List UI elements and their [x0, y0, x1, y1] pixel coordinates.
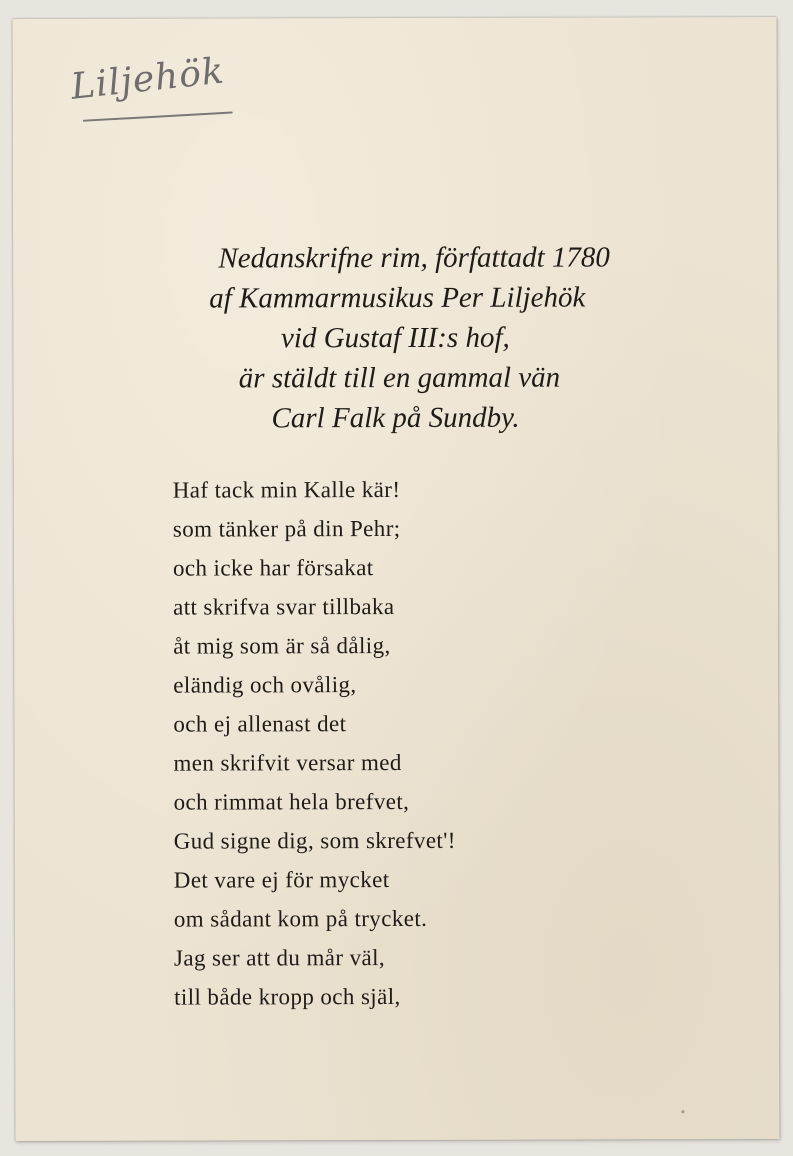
verse-line: och ej allenast det — [173, 711, 347, 737]
poem-verse — [173, 470, 457, 1017]
handwritten-note: Liljehök — [68, 50, 227, 108]
verse-line: och icke har försakat — [172, 555, 374, 581]
verse-line: eländig och ovålig, — [173, 672, 357, 698]
handwritten-underline — [83, 112, 233, 122]
verse-line: och rimmat hela brefvet, — [173, 788, 410, 815]
verse-line: till både kropp och själ, — [174, 983, 401, 1010]
heading-line: är stäldt till en gammal vän — [238, 361, 561, 395]
heading-line: Carl Falk på Sundby. — [271, 401, 520, 435]
verse-line: om sådant kom på trycket. — [173, 905, 428, 932]
heading-block — [13, 237, 778, 439]
verse-line: Gud signe dig, som skrefvet'! — [173, 827, 456, 854]
paper-speck — [681, 1110, 684, 1113]
paper-sheet — [13, 17, 780, 1141]
verse-line: åt mig som är så dålig, — [173, 633, 391, 659]
verse-line: Haf tack min Kalle kär! — [172, 476, 401, 503]
verse-line: Det vare ej för mycket — [173, 867, 390, 893]
heading-line: af Kammarmusikus Per Liljehök — [209, 281, 586, 315]
verse-line: Jag ser att du mår väl, — [173, 945, 386, 971]
verse-line: men skrifvit versar med — [173, 749, 402, 776]
verse-line: att skrifva svar tillbaka — [173, 594, 395, 620]
heading-line: vid Gustaf III:s hof, — [280, 321, 510, 355]
bleed-through-text — [517, 167, 777, 168]
verse-line: som tänker på din Pehr; — [172, 515, 401, 542]
heading-line: Nedanskrifne rim, författadt 1780 — [218, 241, 610, 275]
